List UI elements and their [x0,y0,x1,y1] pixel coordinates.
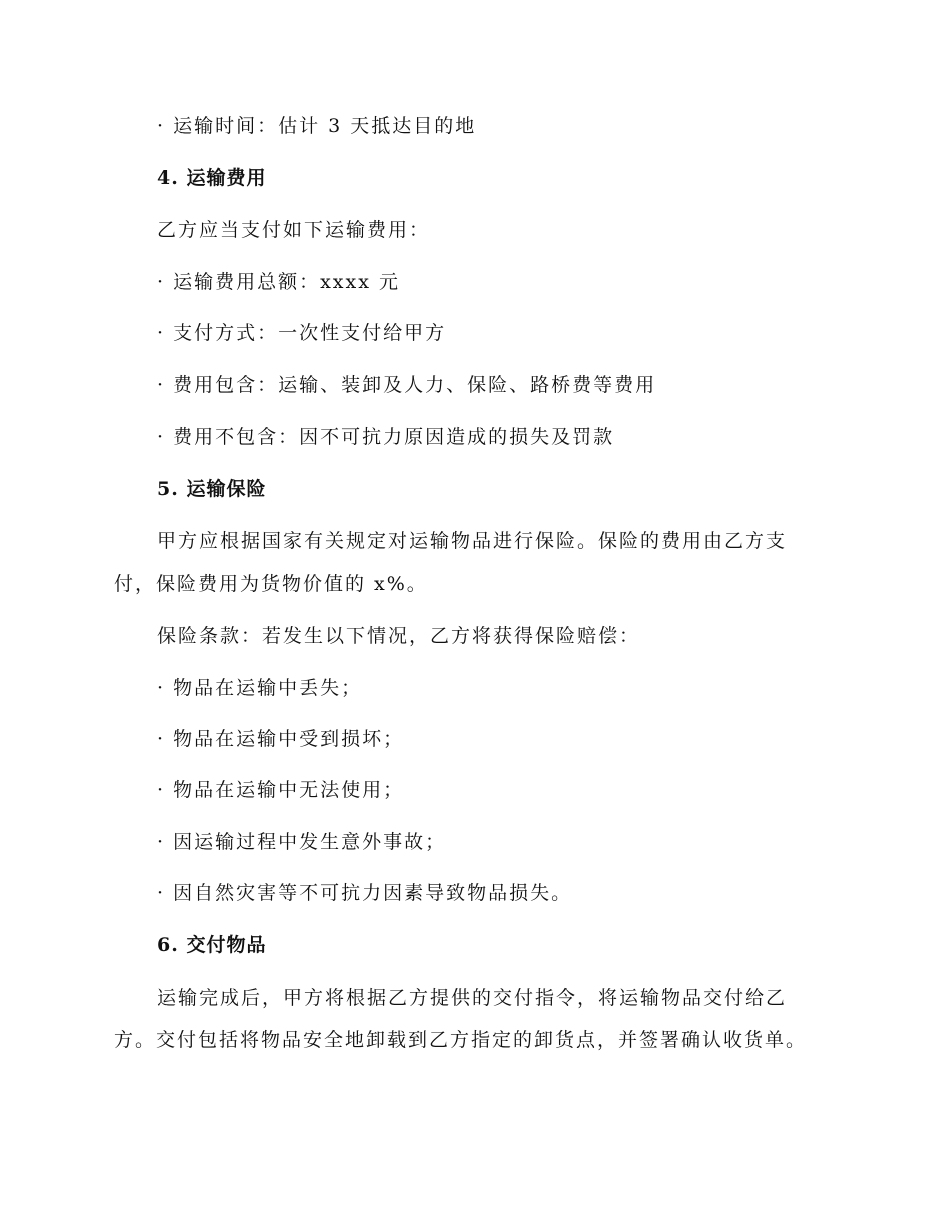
insurance-paragraph-line2: 付，保险费用为货物价值的 x%。 [114,573,428,595]
insurance-item-disaster: · 因自然灾害等不可抗力因素导致物品损失。 [157,882,573,904]
insurance-item-accident: · 因运输过程中发生意外事故； [157,831,447,853]
delivery-paragraph-line2: 方。交付包括将物品安全地卸载到乙方指定的卸货点，并签署确认收货单。 [114,1029,808,1051]
payment-method-item: · 支付方式：一次性支付给甲方 [157,322,447,344]
section-heading-fees: 4. 运输费用 [157,167,267,189]
fees-included-item: · 费用包含：运输、装卸及人力、保险、路桥费等费用 [157,374,657,396]
insurance-paragraph-line1: 甲方应根据国家有关规定对运输物品进行保险。保险的费用由乙方支 [157,530,788,552]
insurance-item-lost: · 物品在运输中丢失； [157,677,363,699]
transport-time-item: · 运输时间：估计 3 天抵达目的地 [157,115,477,137]
fees-total-item: · 运输费用总额：xxxx 元 [157,271,400,293]
section-heading-delivery: 6. 交付物品 [157,934,267,956]
insurance-terms-intro: 保险条款：若发生以下情况，乙方将获得保险赔偿： [157,625,641,647]
fees-excluded-item: · 费用不包含：因不可抗力原因造成的损失及罚款 [157,426,615,448]
fees-intro: 乙方应当支付如下运输费用： [157,219,431,241]
delivery-paragraph-line1: 运输完成后，甲方将根据乙方提供的交付指令，将运输物品交付给乙 [157,987,788,1009]
insurance-item-unusable: · 物品在运输中无法使用； [157,779,405,801]
section-heading-insurance: 5. 运输保险 [157,478,267,500]
insurance-item-damaged: · 物品在运输中受到损坏； [157,728,405,750]
